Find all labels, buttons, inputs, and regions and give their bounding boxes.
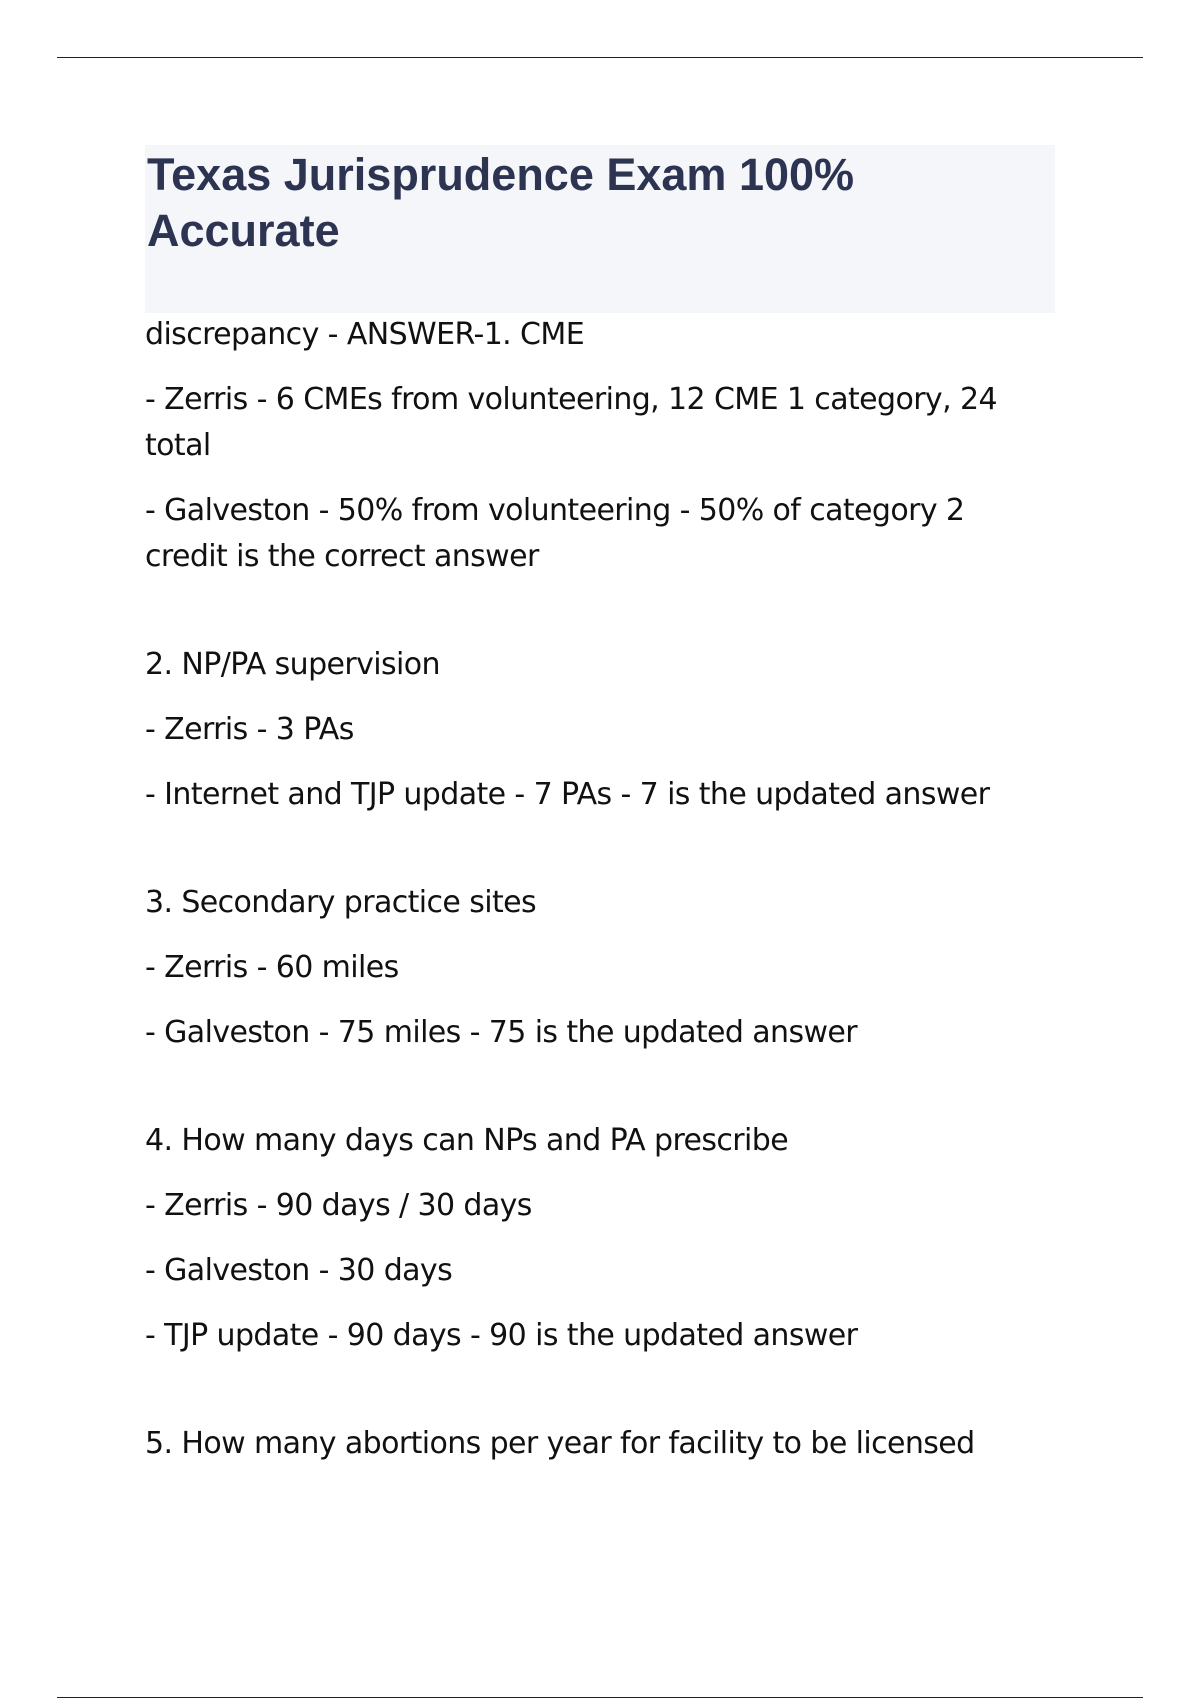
title-banner [145, 145, 1055, 313]
text-line: - Internet and TJP update - 7 PAs - 7 is the updated answer [145, 777, 990, 812]
bottom-divider [57, 1697, 1143, 1698]
text-line: - Zerris - 90 days / 30 days [145, 1188, 532, 1223]
section-heading: 4. How many days can NPs and PA prescribe [145, 1123, 789, 1158]
text-line: - Zerris - 6 CMEs from volunteering, 12 CME 1 category, 24 total [145, 382, 997, 463]
text-line: - Galveston - 50% from volunteering - 50% of category 2 credit is the correct answer [145, 493, 965, 574]
text-line: - Galveston - 30 days [145, 1253, 453, 1288]
section-heading: 2. NP/PA supervision [145, 647, 440, 682]
section-heading: 5. How many abortions per year for facility to be licensed [145, 1426, 975, 1461]
document-title: Texas Jurisprudence Exam 100% Accurate [147, 149, 855, 256]
section-heading: 3. Secondary practice sites [145, 885, 537, 920]
text-line: - Zerris - 3 PAs [145, 712, 354, 747]
intro-line: discrepancy - ANSWER-1. CME [145, 317, 585, 352]
text-line: - Zerris - 60 miles [145, 950, 399, 985]
text-line: - TJP update - 90 days - 90 is the updated answer [145, 1318, 858, 1353]
text-line: - Galveston - 75 miles - 75 is the updated answer [145, 1015, 858, 1050]
document-body [145, 312, 1045, 1486]
top-divider [57, 57, 1143, 58]
